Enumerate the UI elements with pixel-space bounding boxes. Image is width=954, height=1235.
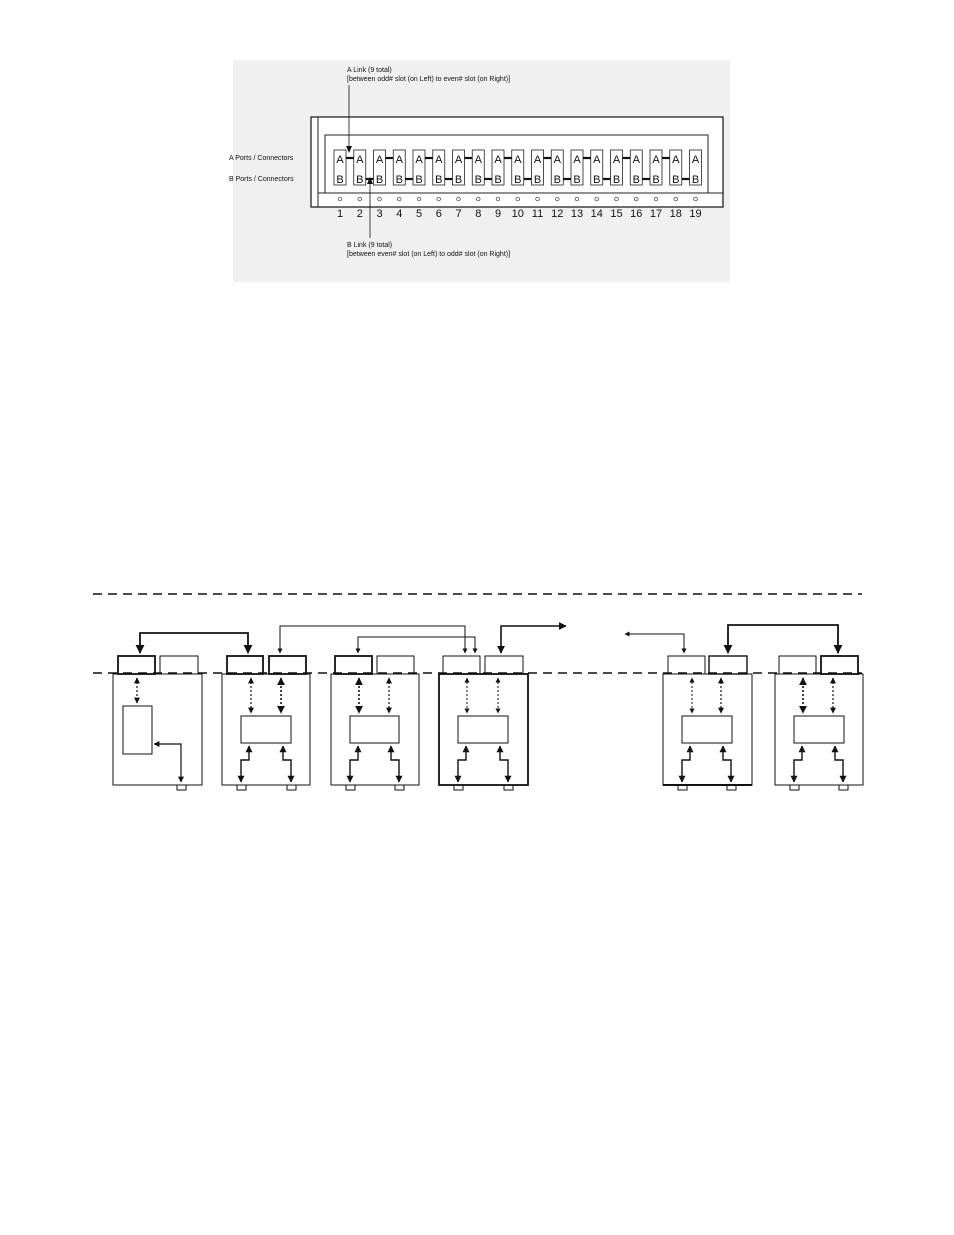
slot-10-number: 10 — [511, 208, 524, 220]
slot-19-port-a: A — [691, 154, 700, 166]
a-link-title: A Link (9 total) — [347, 67, 392, 74]
slot-13-port-b: B — [573, 174, 581, 186]
slot-3-number: 3 — [376, 208, 383, 220]
card-6-pin-left — [790, 785, 799, 790]
slot-16-number: 16 — [630, 208, 643, 220]
card-2-connector-right — [269, 656, 306, 674]
slot-8-port-a: A — [474, 154, 482, 166]
card-1 — [113, 656, 202, 790]
card-4 — [439, 656, 528, 790]
slot-19-number: 19 — [689, 208, 702, 220]
slot-2-port-b: B — [356, 174, 364, 186]
card-3-out-right — [391, 746, 399, 782]
b-ports-label: B Ports / Connectors — [229, 176, 294, 183]
card-4-out-right — [500, 746, 508, 782]
card-4-connector-left — [443, 656, 480, 674]
card-2-connector-left — [227, 656, 263, 674]
card-1-output-path — [154, 744, 181, 782]
card-2-body — [222, 674, 310, 785]
card-6-out-left — [794, 746, 802, 782]
slot-17-number: 17 — [649, 208, 663, 220]
card-6-body — [775, 674, 863, 785]
slot-2-number: 2 — [356, 208, 363, 220]
slot-17-port-b: B — [652, 174, 660, 186]
a-link-description: [between odd# slot (on Left) to even# slot (on Right)] — [347, 76, 511, 83]
slot-15-port-b: B — [612, 174, 621, 186]
card-2-out-right — [283, 746, 291, 782]
slot-18-port-a: A — [672, 154, 680, 166]
card-6-module — [794, 716, 844, 743]
slot-16-port-b: B — [632, 174, 640, 186]
slot-6-port-b: B — [435, 174, 443, 186]
card-6-connector-left — [779, 656, 816, 674]
card-6-pin-right — [839, 785, 848, 790]
slot-4-port-a: A — [395, 154, 403, 166]
slot-19-port-b: B — [691, 174, 700, 186]
card-2-pin-left — [237, 785, 246, 790]
slot-14-number: 14 — [590, 208, 603, 220]
slot-1-port-b: B — [336, 174, 344, 186]
slot-1-number: 1 — [336, 208, 344, 220]
slot-3-port-a: A — [375, 154, 384, 166]
b-link-title: B Link (9 total) — [347, 242, 393, 249]
card-4-connector-right — [485, 656, 523, 674]
slot-12-number: 12 — [551, 208, 564, 220]
card-2-out-left — [241, 746, 249, 782]
slot-12-port-a: A — [553, 154, 561, 166]
slot-15-number: 15 — [610, 208, 623, 220]
slot-15-port-a: A — [612, 154, 621, 166]
card-3-connector-left — [335, 656, 372, 674]
card-6-out-right — [835, 746, 843, 782]
slot-9-number: 9 — [494, 208, 502, 220]
card-2-pin-right — [287, 785, 296, 790]
card-4-module — [458, 716, 508, 743]
card-5-out-left — [682, 746, 690, 782]
slot-3-port-b: B — [375, 174, 384, 186]
slot-5-port-a: A — [415, 154, 423, 166]
slot-13-number: 13 — [570, 208, 584, 220]
link-card3-to-card4 — [358, 637, 475, 653]
card-5-out-right — [723, 746, 731, 782]
slot-8-number: 8 — [475, 208, 482, 220]
slot-13-port-a: A — [573, 154, 581, 166]
card-3-out-left — [350, 746, 358, 782]
card-5-connector-left — [668, 656, 705, 674]
slot-5-number: 5 — [415, 208, 423, 220]
slot-10-port-b: B — [514, 174, 522, 186]
a-ports-label: A Ports / Connectors — [229, 155, 294, 162]
slot-17-port-a: A — [652, 154, 660, 166]
card-3 — [331, 656, 419, 790]
card-5-body — [663, 674, 752, 785]
link-card1-to-card2 — [140, 633, 248, 653]
slot-12-port-b: B — [553, 174, 561, 186]
slot-11-port-a: A — [533, 154, 542, 166]
card-5 — [663, 656, 752, 790]
card-5-connector-right — [709, 656, 747, 674]
card-1-body — [113, 674, 202, 785]
link-card4-outbound — [501, 626, 566, 653]
b-link-description: [between even# slot (on Left) to odd# slot (on Right)] — [347, 251, 511, 258]
card-2 — [222, 656, 310, 790]
slot-16-port-a: A — [632, 154, 640, 166]
card-5-module — [682, 716, 732, 743]
card-3-pin-left — [346, 785, 355, 790]
card-4-out-left — [458, 746, 466, 782]
slot-2-port-a: A — [356, 154, 364, 166]
slot-18-port-b: B — [672, 174, 680, 186]
slot-7-port-b: B — [454, 174, 463, 186]
card-1-connector-right — [160, 656, 198, 674]
card-1-pin — [177, 785, 186, 790]
card-3-body — [331, 674, 419, 785]
slot-4-number: 4 — [396, 208, 403, 220]
slot-14-port-b: B — [593, 174, 601, 186]
slot-1-port-a: A — [336, 154, 344, 166]
slot-10-port-a: A — [514, 154, 522, 166]
card-1-connector-left — [118, 656, 155, 674]
card-4-body — [439, 674, 528, 785]
slot-6-number: 6 — [435, 208, 442, 220]
slot-7-number: 7 — [455, 208, 462, 220]
card-3-module — [350, 716, 399, 743]
card-1-module — [123, 706, 152, 754]
card-6 — [775, 656, 863, 790]
slot-11-number: 11 — [531, 208, 544, 220]
slot-18-number: 18 — [669, 208, 682, 220]
card-3-pin-right — [395, 785, 404, 790]
card-2-module — [241, 716, 291, 743]
slot-5-port-b: B — [415, 174, 423, 186]
link-card2-to-card4 — [280, 626, 465, 653]
card-6-connector-right — [821, 656, 858, 674]
slot-7-port-a: A — [454, 154, 463, 166]
slot-9-port-b: B — [494, 174, 502, 186]
card-3-connector-right — [377, 656, 414, 674]
slot-4-port-b: B — [395, 174, 403, 186]
slot-8-port-b: B — [474, 174, 482, 186]
link-card5-inbound — [625, 634, 684, 653]
slot-6-port-a: A — [435, 154, 443, 166]
link-card5-to-card6 — [728, 625, 838, 653]
slot-14-port-a: A — [593, 154, 601, 166]
slot-11-port-b: B — [533, 174, 542, 186]
slot-9-port-a: A — [494, 154, 502, 166]
